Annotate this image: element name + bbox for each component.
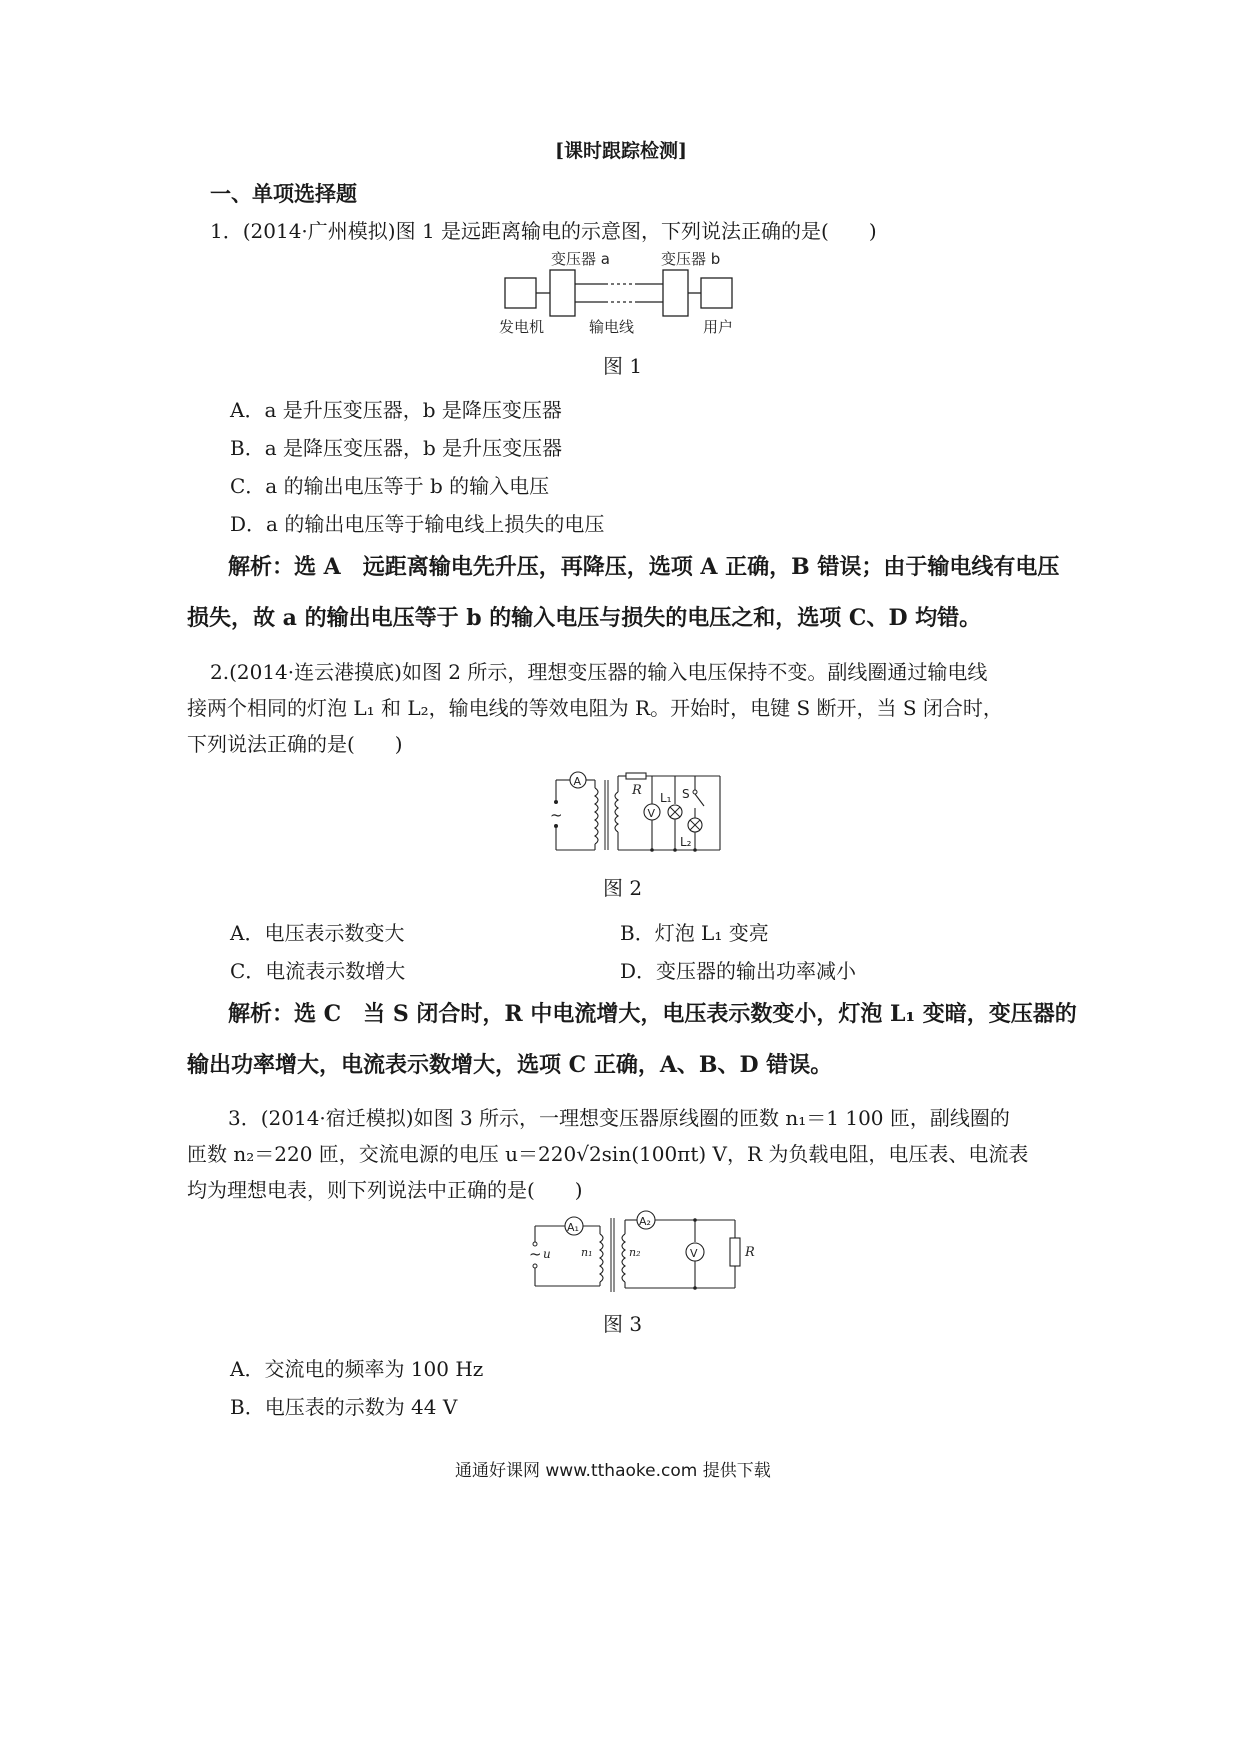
svg-text:V: V bbox=[647, 807, 656, 820]
svg-text:n₁: n₁ bbox=[581, 1246, 593, 1259]
q3-option-a: A．交流电的频率为 100 Hz bbox=[230, 1357, 484, 1381]
q3-stem-line-3: 均为理想电表，则下列说法中正确的是( ) bbox=[187, 1178, 583, 1202]
figure-3-caption: 图 3 bbox=[603, 1312, 643, 1336]
secondary-coil-icon bbox=[622, 1234, 625, 1282]
transformer-b-box bbox=[663, 270, 688, 316]
q2-stem-line-2: 接两个相同的灯泡 L₁ 和 L₂，输电线的等效电阻为 R。开始时，电键 S 断开，当 S 闭合时， bbox=[187, 696, 1003, 720]
fig1-label-transformer-b: 变压器 b bbox=[661, 250, 721, 268]
fig1-label-transformer-a: 变压器 a bbox=[551, 250, 610, 268]
q3-option-b: B．电压表的示数为 44 V bbox=[230, 1395, 458, 1419]
q2-analysis-line-1: 解析：选 C 当 S 闭合时，R 中电流增大，电压表示数变小，灯泡 L₁ 变暗，变压器的 bbox=[228, 1001, 1077, 1027]
svg-text:V: V bbox=[690, 1247, 698, 1260]
resistor-icon bbox=[626, 773, 646, 779]
fig1-label-user: 用户 bbox=[703, 318, 734, 336]
section-heading: 一、单项选择题 bbox=[210, 181, 357, 206]
switch-s-icon bbox=[695, 794, 704, 806]
q1-analysis-line-1: 解析：选 A 远距离输电先升压，再降压，选项 A 正确，B 错误；由于输电线有电压 bbox=[228, 554, 1060, 580]
q2-option-a: A．电压表示数变大 bbox=[230, 921, 405, 945]
svg-text:L₂: L₂ bbox=[680, 835, 692, 849]
ac-source-icon: ~ bbox=[550, 806, 563, 824]
fig1-label-line: 输电线 bbox=[589, 318, 635, 336]
svg-text:n₂: n₂ bbox=[629, 1246, 641, 1259]
primary-coil-icon bbox=[595, 788, 598, 844]
figure-2-caption: 图 2 bbox=[603, 876, 643, 900]
figure-1-diagram bbox=[499, 248, 765, 338]
svg-text:R: R bbox=[632, 783, 642, 798]
q2-option-d: D．变压器的输出功率减小 bbox=[620, 959, 857, 983]
generator-box bbox=[505, 278, 536, 308]
svg-text:R: R bbox=[745, 1245, 755, 1260]
figure-2-circuit bbox=[550, 770, 730, 860]
svg-text:S: S bbox=[682, 787, 690, 801]
q2-stem-line-3: 下列说法正确的是( ) bbox=[187, 732, 403, 756]
svg-text:L₁: L₁ bbox=[660, 791, 672, 805]
user-box bbox=[701, 278, 732, 308]
primary-coil-icon bbox=[600, 1234, 603, 1282]
svg-text:u: u bbox=[543, 1247, 551, 1261]
figure-1-caption: 图 1 bbox=[603, 354, 643, 378]
q1-option-c: C．a 的输出电压等于 b 的输入电压 bbox=[230, 474, 550, 498]
transformer-a-box bbox=[550, 270, 575, 316]
q3-stem-line-1: 3．(2014·宿迁模拟)如图 3 所示，一理想变压器原线圈的匝数 n₁＝1 100 匝，副线圈的 bbox=[228, 1106, 1010, 1130]
q2-stem-line-1: 2.(2014·连云港摸底)如图 2 所示，理想变压器的输入电压保持不变。副线圈通过输电线 bbox=[210, 660, 988, 684]
resistor-icon bbox=[730, 1238, 740, 1266]
svg-text:A₂: A₂ bbox=[639, 1215, 651, 1228]
secondary-coil-icon bbox=[615, 792, 618, 832]
q2-analysis-line-2: 输出功率增大，电流表示数增大，选项 C 正确，A、B、D 错误。 bbox=[187, 1052, 833, 1078]
ac-source-icon: ~ bbox=[529, 1245, 542, 1263]
q3-stem-line-2: 匝数 n₂＝220 匝，交流电源的电压 u＝220√2sin(100πt) V，R 为负载电阻，电压表、电流表 bbox=[187, 1142, 1029, 1166]
q1-option-d: D．a 的输出电压等于输电线上损失的电压 bbox=[230, 512, 605, 536]
page-footer: 通通好课网 www.tthaoke.com 提供下载 bbox=[455, 1461, 771, 1481]
page-title: [课时跟踪检测] bbox=[555, 140, 687, 162]
fig1-label-generator: 发电机 bbox=[499, 318, 545, 336]
figure-3-circuit bbox=[525, 1212, 765, 1298]
q2-option-c: C．电流表示数增大 bbox=[230, 959, 406, 983]
q1-stem: 1．(2014·广州模拟)图 1 是远距离输电的示意图，下列说法正确的是( ) bbox=[210, 219, 877, 243]
q1-analysis-line-2: 损失，故 a 的输出电压等于 b 的输入电压与损失的电压之和，选项 C、D 均错。 bbox=[187, 605, 982, 631]
q1-option-a: A．a 是升压变压器，b 是降压变压器 bbox=[230, 398, 562, 422]
q1-option-b: B．a 是降压变压器，b 是升压变压器 bbox=[230, 436, 563, 460]
q2-option-b: B．灯泡 L₁ 变亮 bbox=[620, 921, 769, 945]
svg-text:A₁: A₁ bbox=[567, 1221, 579, 1234]
svg-text:A: A bbox=[573, 775, 582, 788]
